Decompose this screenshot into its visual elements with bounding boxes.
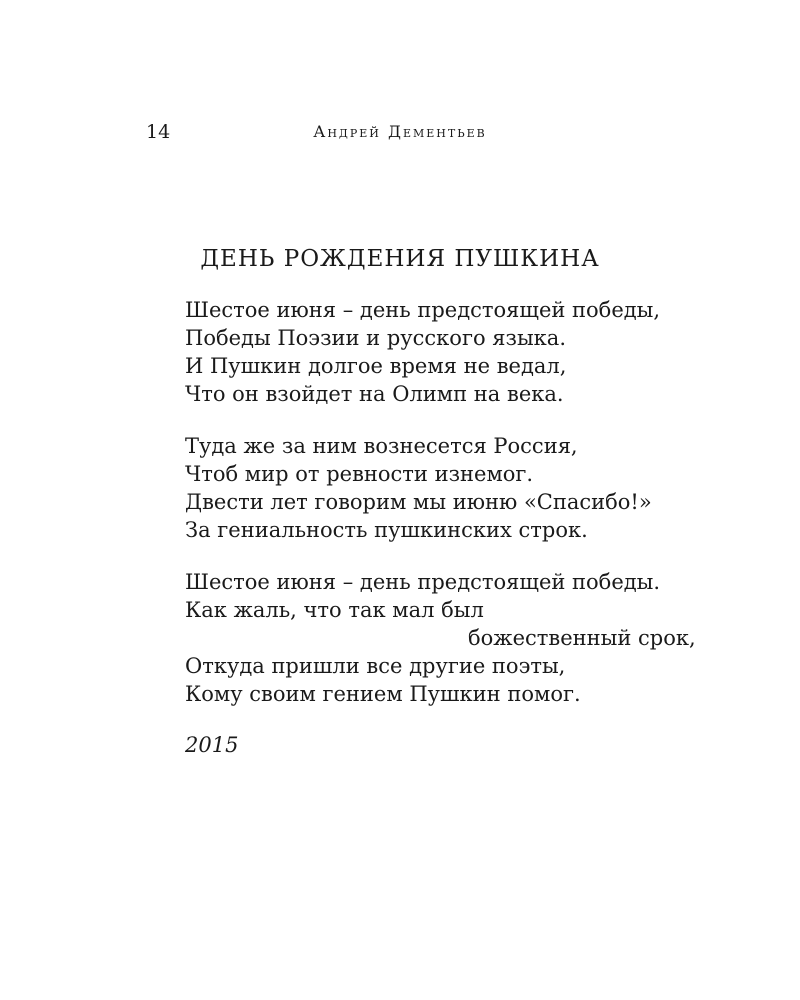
poem-line: Победы Поэзии и русского языка.	[185, 326, 567, 350]
stanza	[185, 296, 725, 408]
poem-line: Шестое июня – день предстоящей победы.	[185, 570, 661, 594]
poem-line: Двести лет говорим мы июню «Спасибо!»	[185, 490, 652, 514]
stanza	[185, 568, 725, 708]
poem-line: Откуда пришли все другие поэты,	[185, 654, 566, 678]
running-header-author: Андрей Дементьев	[313, 122, 487, 141]
poem-line: И Пушкин долгое время не ведал,	[185, 354, 567, 378]
poem-body	[185, 296, 725, 732]
poem-date: 2015	[185, 733, 239, 757]
poem-line: Туда же за ним вознесется Россия,	[185, 434, 578, 458]
poem-line: Кому своим гением Пушкин помог.	[185, 682, 581, 706]
page-number: 14	[146, 121, 171, 143]
poem-line-continuation: божественный срок,	[468, 626, 696, 650]
poem-line: Чтоб мир от ревности изнемог.	[185, 462, 534, 486]
poem-line: Как жаль, что так мал был	[185, 598, 484, 622]
poem-line: Шестое июня – день предстоящей победы,	[185, 298, 661, 322]
poem-line: За гениальность пушкинских строк.	[185, 518, 588, 542]
poem-title: ДЕНЬ РОЖДЕНИЯ ПУШКИНА	[200, 246, 600, 272]
stanza	[185, 432, 725, 544]
poem-line: Что он взойдет на Олимп на века.	[185, 382, 564, 406]
